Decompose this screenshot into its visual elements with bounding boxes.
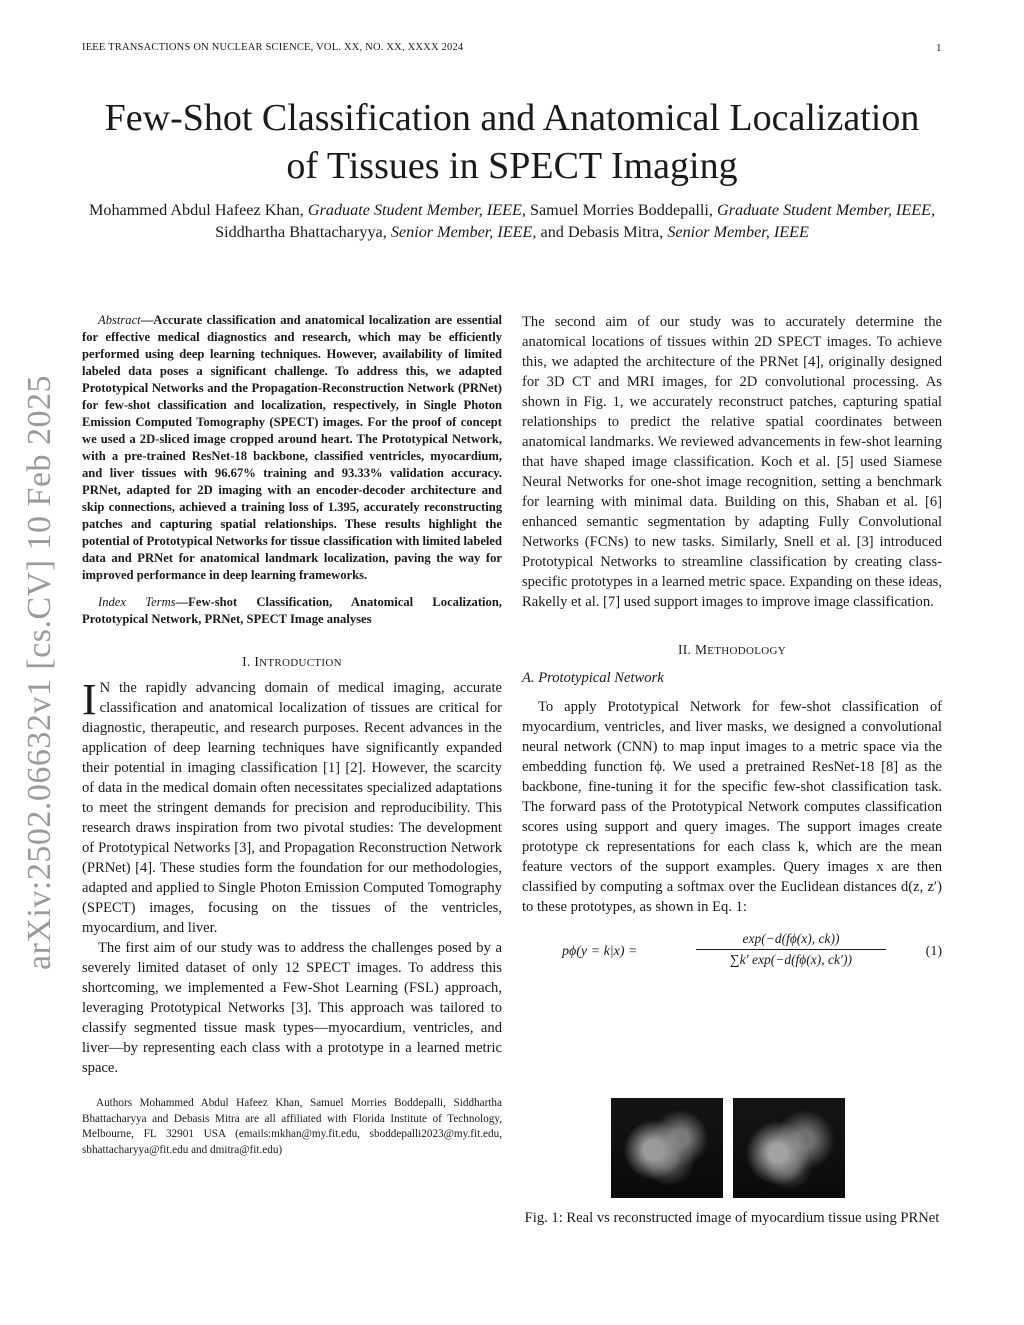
index-terms-label: Index Terms (98, 595, 176, 609)
right-column (522, 312, 942, 979)
index-terms-text: —Few-shot Classification, Anatomical Localization, Prototypical Network, PRNet, SPECT Image analyses (82, 595, 502, 626)
author-role: Senior Member, IEEE, (390, 223, 537, 241)
drop-cap: I (82, 675, 97, 724)
equation-fraction (696, 931, 886, 968)
intro-paragraph-3: The second aim of our study was to accurately determine the anatomical locations of tissues within 2D SPECT images. To achieve this, we adapted the architecture of the PRNet [4], originally designed for 3D CT and MRI images, for 2D convolutional processing. As shown in Fig. 1, we accurately reconstruct patches, capturing spatial relationships to predict the relative spatial coordinates between anatomical landmarks. We reviewed advancements in few-shot learning that have shaped image classification. Koch et al. [5] used Siamese Neural Networks for one-shot image recognition, setting a benchmark for learning with minimal data. Building on this, Shaban et al. [6] enhanced semantic segmentation by adapting Fully Convolutional Networks (FCNs) to new tasks. Similarly, Snell et al. [3] introduced Prototypical Networks to streamline classification by creating class-specific prototypes in a learned metric space. Expanding on these ideas, Rakelly et al. [7] used support images to improve image classification. (522, 314, 942, 610)
section-heading-methodology: II. METHODOLOGY (677, 642, 787, 657)
intro-paragraph-1: I N the rapidly advancing domain of medical imaging, accurate classification and anatomical localization of tissues are critical for diagnostic, therapeutic, and research purposes. Recent advances in the application of deep learning techniques have significantly expanded their potential in imaging classification [1] [2]. However, the scarcity of data in the medical domain often necessitates specialized adaptations to meet the stringent demands for precision and reproducibility. This research draws inspiration from two pivotal studies: The development of Prototypical Networks [3], and Propagation Reconstruction Network (PRNet) [4]. These studies form the foundation for our methodologies, adapted and applied to Single Photon Emission Computed Tomography (SPECT) images, focusing on the tissues of the ventricles, myocardium, and liver. (82, 675, 502, 936)
author-list (82, 199, 942, 243)
index-terms (82, 594, 502, 628)
equation-numerator: exp(−d(fϕ(x), ck)) (696, 931, 886, 950)
author-name: Samuel Morries Boddepalli, (529, 201, 713, 219)
author-footnote: Authors Mohammed Abdul Hafeez Khan, Samuel Morries Boddepalli, Siddhartha Bhattacharyya and Debasis Mitra are all affiliated with Florida Institute of Technology, Melbourne, FL 32901 USA (emails:mkhan@my.fit.edu, sboddepalli2023@my.fit.edu, sbhattacharyya@fit.edu and dmitra@fit.edu) (82, 1097, 502, 1156)
intro-paragraph-2: The first aim of our study was to address the challenges posed by a severely limited dataset of only 12 SPECT images. To address this shortcoming, we implemented a Few-Shot Learning (FSL) approach, leveraging Prototypical Networks [3]. This approach was tailored to classify segmented tissue mask types—myocardium, ventricles, and liver—by representing each class with a prototype in a learned metric space. (82, 940, 502, 1076)
equation-denominator: ∑k′ exp(−d(fϕ(x), ck′)) (730, 952, 852, 967)
section-heading-introduction: I. INTRODUCTION (242, 654, 342, 669)
figure-caption: Fig. 1: Real vs reconstructed image of myocardium tissue using PRNet (524, 1210, 940, 1226)
author-name: Mohammed Abdul Hafeez Khan, (88, 201, 304, 219)
author-role: Graduate Student Member, IEEE, (717, 201, 936, 219)
author-name: and Debasis Mitra, (540, 223, 664, 241)
abstract-text: —Accurate classification and anatomical localization are essential for effective medical diagnostics and research, which may be efficiently performed using deep learning techniques. However, availability of limited labeled data poses a significant challenge. To address this, we adapted Prototypical Networks and the Propagation-Reconstruction Network (PRNet) for few-shot classification and localization, respectively, in Single Photon Emission Computed Tomography (SPECT) images. For the proof of concept we used a 2D-sliced image cropped around heart. The Prototypical Network, with a pre-trained ResNet-18 backbone, classified ventricles, myocardium, and liver tissues with 96.67% training and 93.33% validation accuracy. PRNet, adapted for 2D imaging with an encoder-decoder architecture and skip connections, achieved a training loss of 1.395, accurately reconstructing patches and capturing spatial relationships. These results highlight the potential of Prototypical Networks for tissue classification with limited labeled data and PRNet for anatomical landmark localization, paving the way for improved performance in deep learning frameworks. (82, 313, 502, 582)
page-number: 1 (936, 42, 942, 54)
journal-header: IEEE TRANSACTIONS ON NUCLEAR SCIENCE, VOL. XX, NO. XX, XXXX 2024 (82, 42, 464, 53)
equation-lhs: pϕ(y = k|x) = (562, 944, 638, 959)
method-paragraph-1: To apply Prototypical Network for few-shot classification of myocardium, ventricles, and liver masks, we designed a convolutional neural network (CNN) to map input images to a metric space via the embedding function fϕ. We used a pretrained ResNet-18 [8] as the backbone, fine-tuning it for the specific few-shot classification task. The forward pass of the Prototypical Network computes classification scores using support and query images. The support images create prototype ck representations for each class k, which are the mean feature vectors of the support examples. Query images x are then classified by computing a softmax over the Euclidean distances d(z, z′) to these prototypes, as shown in Eq. 1: (522, 699, 942, 915)
abstract (82, 312, 502, 584)
abstract-label: Abstract (98, 313, 141, 327)
equation-1 (522, 931, 942, 979)
real-myocardium-image (611, 1098, 723, 1198)
arxiv-identifier: arXiv:2502.06632v1 [cs.CV] 10 Feb 2025 (21, 374, 58, 970)
author-role: Graduate Student Member, IEEE, (307, 201, 526, 219)
author-role: Senior Member, IEEE (667, 223, 809, 241)
author-name: Siddhartha Bhattacharyya, (215, 223, 387, 241)
left-column (82, 312, 502, 1158)
paper-title: Few-Shot Classification and Anatomical Localization of Tissues in SPECT Imaging (104, 97, 920, 187)
reconstructed-myocardium-image (733, 1098, 845, 1198)
equation-number: (1) (925, 944, 942, 959)
subsection-heading-prototypical-network: A. Prototypical Network (522, 670, 664, 686)
